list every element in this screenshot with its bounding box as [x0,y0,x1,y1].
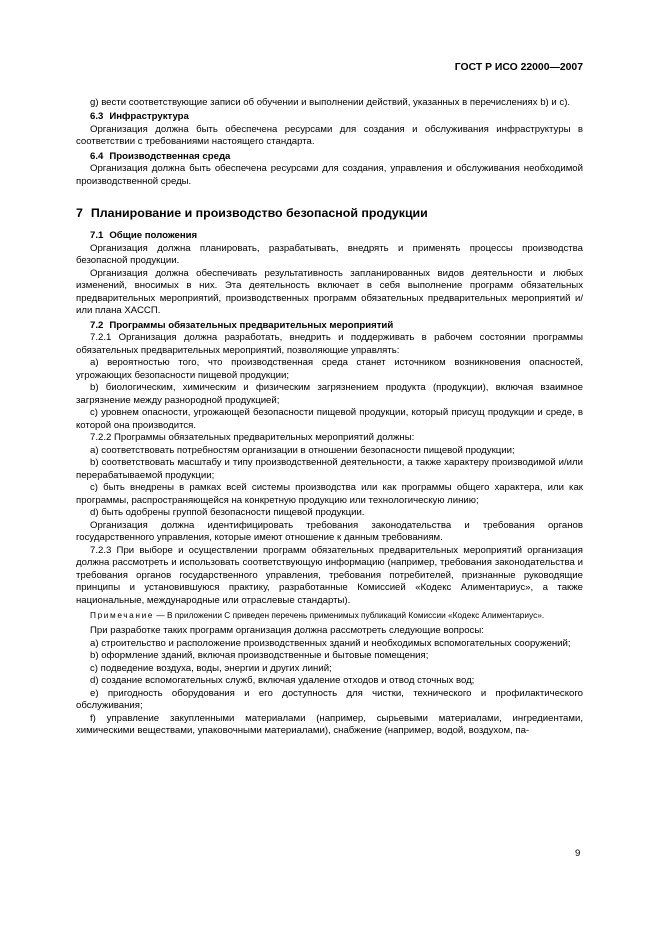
paragraph: d) создание вспомогательных служб, включая удаление отходов и отвод сточных вод; [90,675,475,686]
note-label: Примечание [90,610,155,620]
heading-number: 7.1 [90,230,104,241]
paragraph: 7.2.1 Организация должна разработать, внедрить и поддерживать в рабочем состоянии программы обязательных предварительных мероприятий, позволяющие управлять: [76,332,583,356]
paragraph: 7.2.3 При выборе и осуществлении программ обязательных предварительных мероприятий организация должна рассмотреть и использовать соответствующую информацию (например, требования законодательства и требования органов государственного управления, требования потребителей, признанные руководящие принципы и установившуюся практику, разработанные Комиссией «Кодекс Алиментариус», а также национальные, международные или отраслевые стандарты). [76,544,583,606]
paragraph: c) быть внедрены в рамках всей системы производства или как программы общего характера, или как программы, распространяющейся на конкретную продукцию или технологическую линию; [76,482,583,506]
subsection-heading [76,111,583,124]
paragraph: Организация должна быть обеспечена ресурсами для создания и обслуживания инфраструктуры в соответствии с требованиями настоящего стандарта. [76,123,583,147]
heading-text: Инфраструктура [109,111,189,122]
document-body [76,97,583,738]
heading-number: 6.4 [90,150,104,162]
paragraph: b) биологическим, химическим и физическим загрязнением продукта (продукции), включая взаимное загрязнение между разнородной продукцией; [76,382,583,406]
heading-text: Планирование и производство безопасной продукции [90,206,428,220]
heading-number: 6.3 [90,111,104,122]
heading-text: Производственная среда [109,150,231,162]
paragraph: Организация должна быть обеспечена ресурсами для создания, управления и обслуживания необходимой производственной среды. [76,163,583,187]
document-page [76,62,583,738]
paragraph: b) оформление зданий, включая производственные и бытовые помещения; [90,650,429,661]
section-heading [76,206,583,221]
subsection-heading [76,151,583,164]
subsection-heading [76,230,583,243]
paragraph: e) пригодность оборудования и его доступность для чистки, технического и профилактического обслуживания; [76,687,583,711]
paragraph: При разработке таких программ организация должна рассмотреть следующие вопросы: [90,625,484,636]
heading-number: 7 [76,206,83,220]
paragraph: Организация должна обеспечивать результативность запланированных видов деятельности и любых изменений, вносимых в них. Эта деятельность включает в себя выполнение программ обязательных предварительных мероприятий, производственных программ обязательных предварительных мероприятий и/или плана ХАССП. [76,267,583,316]
paragraph: c) подведение воздуха, воды, энергии и других линий; [90,662,332,674]
note-text: — В приложении С приведен перечень применимых публикаций Комиссии «Кодекс Алиментариус». [154,610,545,620]
paragraph: a) соответствовать потребностям организации в отношении безопасности пищевой продукции; [90,444,515,456]
paragraph: Организация должна идентифицировать требования законодательства и требования органов государственного управления, которые имеют отношение к данным требованиям. [76,519,583,543]
paragraph: 7.2.2 Программы обязательных предварительных мероприятий должны: [90,432,415,443]
paragraph: Организация должна планировать, разрабатывать, внедрять и применять процессы производства безопасной продукции. [76,242,583,266]
subsection-heading [76,320,583,333]
paragraph: a) строительство и расположение производственных зданий и необходимых вспомогательных сооружений; [90,637,571,649]
paragraph: g) вести соответствующие записи об обучении и выполнении действий, указанных в перечислениях b) и c). [90,96,571,108]
paragraph: b) соответствовать масштабу и типу производственной деятельности, а также характеру производимой и/или перерабатываемой продукции; [76,457,583,481]
paragraph: f) управление закупленными материалами (например, сырьевыми материалами, ингредиентами, химическими веществами, упаковочными материалами), снабжение (например, водой, воздухом, па- [76,712,583,736]
heading-number: 7.2 [90,319,104,331]
heading-text: Общие положения [109,230,198,241]
document-header: ГОСТ Р ИСО 22000—2007 [454,62,583,73]
paragraph: a) вероятностью того, что производственная среда станет источником возникновения опасностей, угрожающих безопасности пищевой продукции; [76,357,583,381]
page-number: 9 [575,848,581,859]
paragraph: d) быть одобрены группой безопасности пищевой продукции. [90,507,365,518]
heading-text: Программы обязательных предварительных мероприятий [109,319,394,331]
note [76,610,583,621]
paragraph: c) уровнем опасности, угрожающей безопасности пищевой продукции, который присущ продукции и среде, в которой она производится. [76,407,583,431]
